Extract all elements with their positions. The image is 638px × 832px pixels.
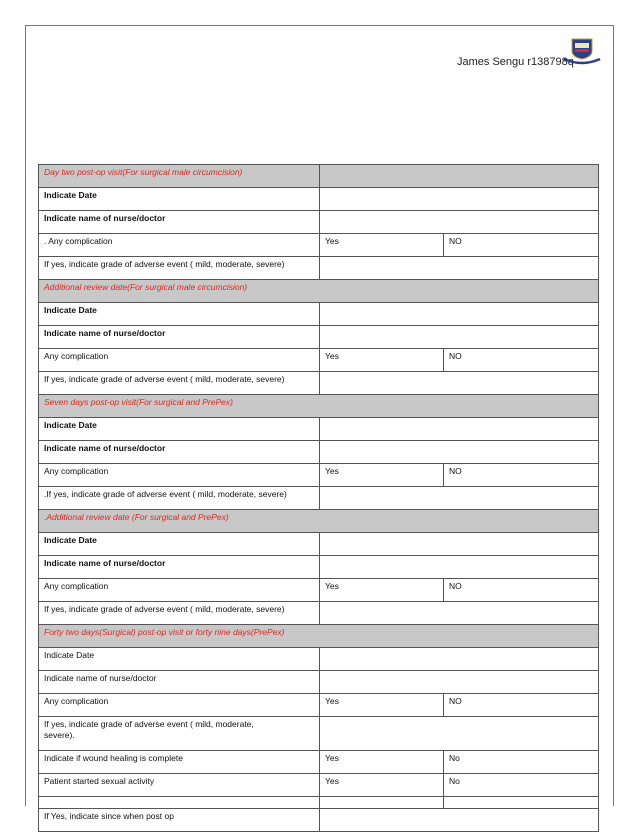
table-row: Indicate Date [39,303,599,326]
section-header: Additional review date(For surgical male circumcision) [39,280,599,303]
table-row: . Any complication Yes NO [39,234,599,257]
date-field[interactable] [320,533,599,556]
section-header: Forty two days(Surgical) post-op visit or forty nine days(PrePex) [39,625,599,648]
table-row: Any complication Yes NO [39,694,599,717]
no-option[interactable]: No [444,751,599,774]
no-option[interactable]: NO [444,234,599,257]
yes-option[interactable]: Yes [320,751,444,774]
table-row: If Yes, indicate since when post op [39,809,599,832]
table-row: Any complication Yes NO [39,464,599,487]
no-option[interactable]: No [444,774,599,797]
author-name: James Sengu r138798q [457,56,574,68]
grade-field[interactable] [320,257,599,280]
nurse-field[interactable] [320,211,599,234]
nurse-field[interactable] [320,556,599,579]
yes-option[interactable]: Yes [320,774,444,797]
section-header: .Additional review date (For surgical and PrePex) [39,510,599,533]
table-row: Patient started sexual activity Yes No [39,774,599,797]
no-option[interactable]: NO [444,464,599,487]
table-row: Indicate name of nurse/doctor [39,441,599,464]
date-field[interactable] [320,648,599,671]
since-field[interactable] [320,809,599,832]
yes-option[interactable]: Yes [320,579,444,602]
table-row: Any complication Yes NO [39,349,599,372]
table-row: Indicate name of nurse/doctor [39,671,599,694]
yes-option[interactable]: Yes [320,694,444,717]
table-row: Indicate Date [39,648,599,671]
nurse-field[interactable] [320,441,599,464]
section-header: Seven days post-op visit(For surgical and PrePex) [39,395,599,418]
nurse-field[interactable] [320,671,599,694]
table-row: If yes, indicate grade of adverse event ( mild, moderate, severe) [39,602,599,625]
follow-up-form [38,164,598,832]
section-header: Day two post-op visit(For surgical male circumcision) [39,165,599,188]
grade-field[interactable] [320,487,599,510]
grade-field[interactable] [320,717,599,751]
university-logo-icon [562,37,602,67]
table-row: Indicate Date [39,418,599,441]
no-option[interactable]: NO [444,694,599,717]
table-row: Indicate Date [39,188,599,211]
table-row: .If yes, indicate grade of adverse event ( mild, moderate, severe) [39,487,599,510]
table-row: Indicate if wound healing is complete Yes No [39,751,599,774]
date-field[interactable] [320,303,599,326]
grade-field[interactable] [320,602,599,625]
table-row [39,797,599,809]
nurse-field[interactable] [320,326,599,349]
no-option[interactable]: NO [444,349,599,372]
no-option[interactable]: NO [444,579,599,602]
grade-field[interactable] [320,372,599,395]
table-row: Indicate name of nurse/doctor [39,326,599,349]
table-row: If yes, indicate grade of adverse event ( mild, moderate, severe). [39,717,599,751]
table-row: Indicate name of nurse/doctor [39,556,599,579]
table-row: Indicate name of nurse/doctor [39,211,599,234]
yes-option[interactable]: Yes [320,464,444,487]
yes-option[interactable]: Yes [320,234,444,257]
table-row: If yes, indicate grade of adverse event ( mild, moderate, severe) [39,257,599,280]
table-row: Indicate Date [39,533,599,556]
yes-option[interactable]: Yes [320,349,444,372]
date-field[interactable] [320,188,599,211]
table-row: Any complication Yes NO [39,579,599,602]
table-row: If yes, indicate grade of adverse event ( mild, moderate, severe) [39,372,599,395]
date-field[interactable] [320,418,599,441]
